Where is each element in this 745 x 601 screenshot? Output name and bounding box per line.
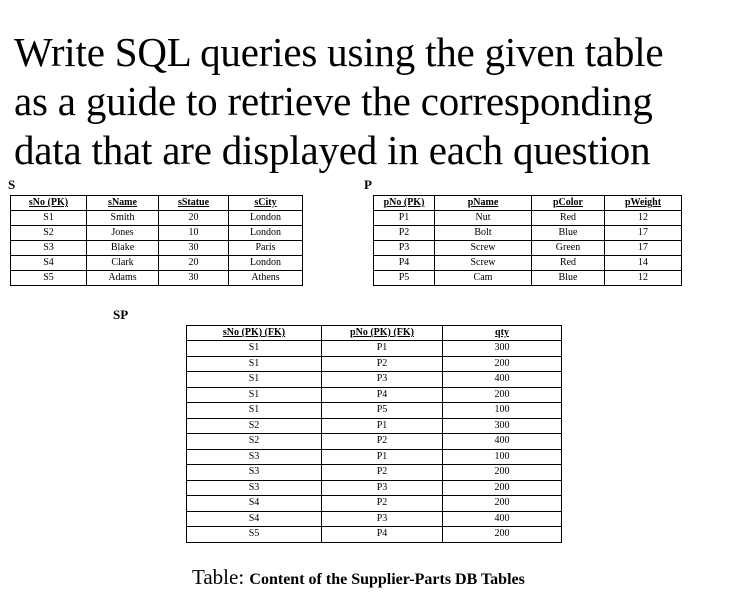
- table-sp: [186, 325, 562, 543]
- column-header: sStatue: [159, 196, 229, 211]
- table-cell: Smith: [87, 211, 159, 226]
- table-cell: 200: [443, 356, 562, 372]
- table-cell: P2: [322, 465, 443, 481]
- table-cell: 20: [159, 211, 229, 226]
- table-row: [187, 496, 562, 512]
- column-header: qty: [443, 326, 562, 341]
- table-cell: 100: [443, 449, 562, 465]
- column-header: pColor: [532, 196, 605, 211]
- table-cell: S1: [187, 372, 322, 388]
- table-cell: P4: [322, 527, 443, 543]
- table-cell: S1: [187, 387, 322, 403]
- title-line-1: Write SQL queries using the given table: [14, 29, 664, 75]
- table-header-row: [374, 196, 682, 211]
- table-cell: Nut: [435, 211, 532, 226]
- table-row: [11, 226, 303, 241]
- table-cell: 300: [443, 418, 562, 434]
- table-cell: S1: [187, 356, 322, 372]
- table-cell: 200: [443, 387, 562, 403]
- column-header: sNo (PK) (FK): [187, 326, 322, 341]
- table-cell: Clark: [87, 256, 159, 271]
- column-header: sName: [87, 196, 159, 211]
- table-cell: 10: [159, 226, 229, 241]
- table-p-label: P: [364, 177, 372, 192]
- table-cell: London: [229, 211, 303, 226]
- table-row: [374, 241, 682, 256]
- table-cell: P1: [322, 418, 443, 434]
- table-sp-label: SP: [113, 307, 129, 322]
- title-line-2: as a guide to retrieve the corresponding: [14, 78, 653, 124]
- table-cell: Adams: [87, 271, 159, 286]
- table-cell: 30: [159, 271, 229, 286]
- table-row: [187, 465, 562, 481]
- table-cell: London: [229, 256, 303, 271]
- table-cell: 17: [605, 226, 682, 241]
- table-cell: Screw: [435, 241, 532, 256]
- table-cell: S2: [11, 226, 87, 241]
- table-cell: P3: [322, 372, 443, 388]
- column-header: pWeight: [605, 196, 682, 211]
- table-cell: P1: [322, 341, 443, 357]
- table-row: [187, 434, 562, 450]
- column-header: pNo (PK): [374, 196, 435, 211]
- table-cell: S2: [187, 418, 322, 434]
- table-cell: S4: [187, 496, 322, 512]
- table-cell: P5: [374, 271, 435, 286]
- table-row: [187, 372, 562, 388]
- table-row: [11, 271, 303, 286]
- table-row: [187, 418, 562, 434]
- table-row: [11, 256, 303, 271]
- table-cell: S1: [187, 403, 322, 419]
- table-cell: S5: [187, 527, 322, 543]
- table-row: [187, 403, 562, 419]
- table-cell: Paris: [229, 241, 303, 256]
- table-cell: 400: [443, 372, 562, 388]
- table-cell: London: [229, 226, 303, 241]
- table-row: [187, 341, 562, 357]
- table-cell: P3: [374, 241, 435, 256]
- table-cell: Screw: [435, 256, 532, 271]
- table-cell: S3: [187, 449, 322, 465]
- table-row: [187, 449, 562, 465]
- table-cell: Green: [532, 241, 605, 256]
- column-header: pNo (PK) (FK): [322, 326, 443, 341]
- table-cell: 12: [605, 271, 682, 286]
- column-header: pName: [435, 196, 532, 211]
- table-cell: P1: [322, 449, 443, 465]
- table-p: [373, 195, 682, 286]
- table-cell: P2: [322, 434, 443, 450]
- table-cell: Cam: [435, 271, 532, 286]
- table-cell: 200: [443, 496, 562, 512]
- page-title: [14, 28, 734, 175]
- table-cell: 100: [443, 403, 562, 419]
- table-cell: Athens: [229, 271, 303, 286]
- table-cell: 12: [605, 211, 682, 226]
- table-cell: S1: [187, 341, 322, 357]
- table-cell: S4: [187, 511, 322, 527]
- table-cell: P5: [322, 403, 443, 419]
- table-cell: S3: [187, 465, 322, 481]
- table-cell: Red: [532, 211, 605, 226]
- table-row: [187, 511, 562, 527]
- table-caption: [192, 564, 525, 593]
- table-header-row: [187, 326, 562, 341]
- table-row: [187, 480, 562, 496]
- table-cell: 14: [605, 256, 682, 271]
- table-cell: 200: [443, 527, 562, 543]
- table-row: [11, 211, 303, 226]
- table-cell: P2: [322, 496, 443, 512]
- table-row: [187, 356, 562, 372]
- table-cell: 30: [159, 241, 229, 256]
- table-cell: S3: [187, 480, 322, 496]
- table-cell: 200: [443, 465, 562, 481]
- title-line-3: data that are displayed in each question: [14, 127, 651, 173]
- column-header: sNo (PK): [11, 196, 87, 211]
- table-cell: Red: [532, 256, 605, 271]
- table-row: [374, 211, 682, 226]
- table-cell: P2: [322, 356, 443, 372]
- table-s-label: S: [8, 177, 16, 192]
- table-cell: 400: [443, 434, 562, 450]
- table-row: [374, 271, 682, 286]
- table-row: [187, 527, 562, 543]
- table-cell: 200: [443, 480, 562, 496]
- table-row: [11, 241, 303, 256]
- table-cell: S1: [11, 211, 87, 226]
- table-row: [374, 226, 682, 241]
- column-header: sCity: [229, 196, 303, 211]
- table-row: [187, 387, 562, 403]
- caption-text: Content of the Supplier-Parts DB Tables: [249, 571, 525, 588]
- table-cell: Blue: [532, 226, 605, 241]
- table-cell: P2: [374, 226, 435, 241]
- table-cell: S2: [187, 434, 322, 450]
- table-cell: 300: [443, 341, 562, 357]
- table-cell: P3: [322, 511, 443, 527]
- table-cell: S3: [11, 241, 87, 256]
- table-row: [374, 256, 682, 271]
- table-cell: 17: [605, 241, 682, 256]
- caption-prefix: Table:: [192, 565, 245, 589]
- table-cell: Blake: [87, 241, 159, 256]
- table-header-row: [11, 196, 303, 211]
- table-cell: Jones: [87, 226, 159, 241]
- table-cell: 20: [159, 256, 229, 271]
- table-cell: S4: [11, 256, 87, 271]
- table-cell: Blue: [532, 271, 605, 286]
- table-cell: 400: [443, 511, 562, 527]
- table-cell: P4: [322, 387, 443, 403]
- table-s: [10, 195, 303, 286]
- table-cell: S5: [11, 271, 87, 286]
- table-cell: P3: [322, 480, 443, 496]
- table-cell: P4: [374, 256, 435, 271]
- table-cell: Bolt: [435, 226, 532, 241]
- table-cell: P1: [374, 211, 435, 226]
